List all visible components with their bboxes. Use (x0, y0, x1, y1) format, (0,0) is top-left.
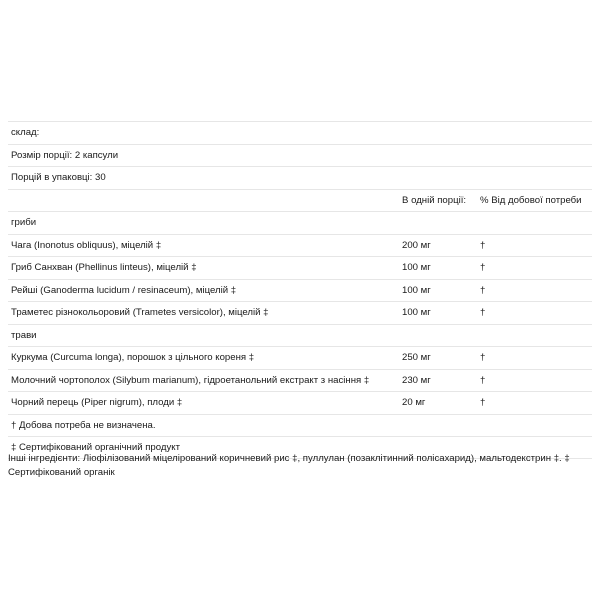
ingredient-row (8, 234, 592, 257)
ingredient-row (8, 301, 592, 324)
ingredient-daily-value: † (480, 397, 486, 408)
supplement-facts-table (8, 121, 592, 459)
serving-size-row (8, 144, 592, 167)
other-ingredients: Інші інгредієнти: Ліофілізований міцелірований коричневий рис ‡, пуллулан (позаклітинний полісахарид), мальтодекстрин ‡. ‡ Сертифікований органік (8, 453, 570, 478)
ingredient-amount: 100 мг (402, 284, 431, 296)
ingredient-name: Гриб Санхван (Phellinus linteus), міцелій ‡ (11, 262, 197, 273)
composition-row (8, 121, 592, 144)
ingredient-amount: 20 мг (402, 397, 426, 408)
servings-per-container-row (8, 166, 592, 189)
footnote-dagger: † Добова потреба не визначена. (11, 419, 156, 431)
ingredient-daily-value: † (480, 284, 486, 296)
ingredient-amount: 250 мг (402, 352, 431, 363)
servings-per-container: Порцій в упаковці: 30 (11, 172, 106, 183)
ingredient-daily-value: † (480, 352, 486, 363)
section-title-mushrooms: гриби (11, 217, 37, 228)
serving-size: Розмір порції: 2 капсули (11, 149, 119, 161)
daily-value-column-header: % Від добової потреби (480, 194, 582, 206)
ingredient-name: Чорний перець (Piper nigrum), плоди ‡ (11, 397, 183, 408)
section-title-row (8, 324, 592, 347)
column-header-row (8, 189, 592, 212)
amount-column-header: В одній порції: (402, 194, 467, 206)
footnote-row (8, 414, 592, 437)
ingredient-name: Молочний чортополох (Silybum marianum), гідроетанольний екстракт з насіння ‡ (11, 374, 370, 386)
ingredient-amount: 100 мг (402, 262, 431, 273)
ingredient-name: Чага (Inonotus obliquus), міцелій ‡ (11, 239, 162, 251)
section-title-herbs: трави (11, 329, 37, 341)
ingredient-row (8, 256, 592, 279)
ingredient-name: Куркума (Curcuma longa), порошок з цільного кореня ‡ (11, 352, 255, 363)
ingredient-name: Рейші (Ganoderma lucidum / resinaceum), міцелій ‡ (11, 284, 237, 296)
section-title-row (8, 211, 592, 234)
ingredient-row (8, 279, 592, 302)
ingredient-row (8, 346, 592, 369)
ingredient-daily-value: † (480, 374, 486, 386)
ingredient-daily-value: † (480, 307, 486, 318)
footnote-double-dagger: ‡ Сертифікований органічний продукт (11, 442, 180, 453)
ingredient-daily-value: † (480, 262, 486, 273)
ingredient-row (8, 391, 592, 414)
ingredient-amount: 230 мг (402, 374, 431, 386)
ingredient-amount: 200 мг (402, 239, 431, 251)
ingredient-row (8, 369, 592, 392)
ingredient-daily-value: † (480, 239, 486, 251)
composition-label: склад: (11, 127, 40, 138)
ingredient-amount: 100 мг (402, 307, 431, 318)
ingredient-name: Траметес різнокольоровий (Trametes versicolor), міцелій ‡ (11, 307, 269, 318)
